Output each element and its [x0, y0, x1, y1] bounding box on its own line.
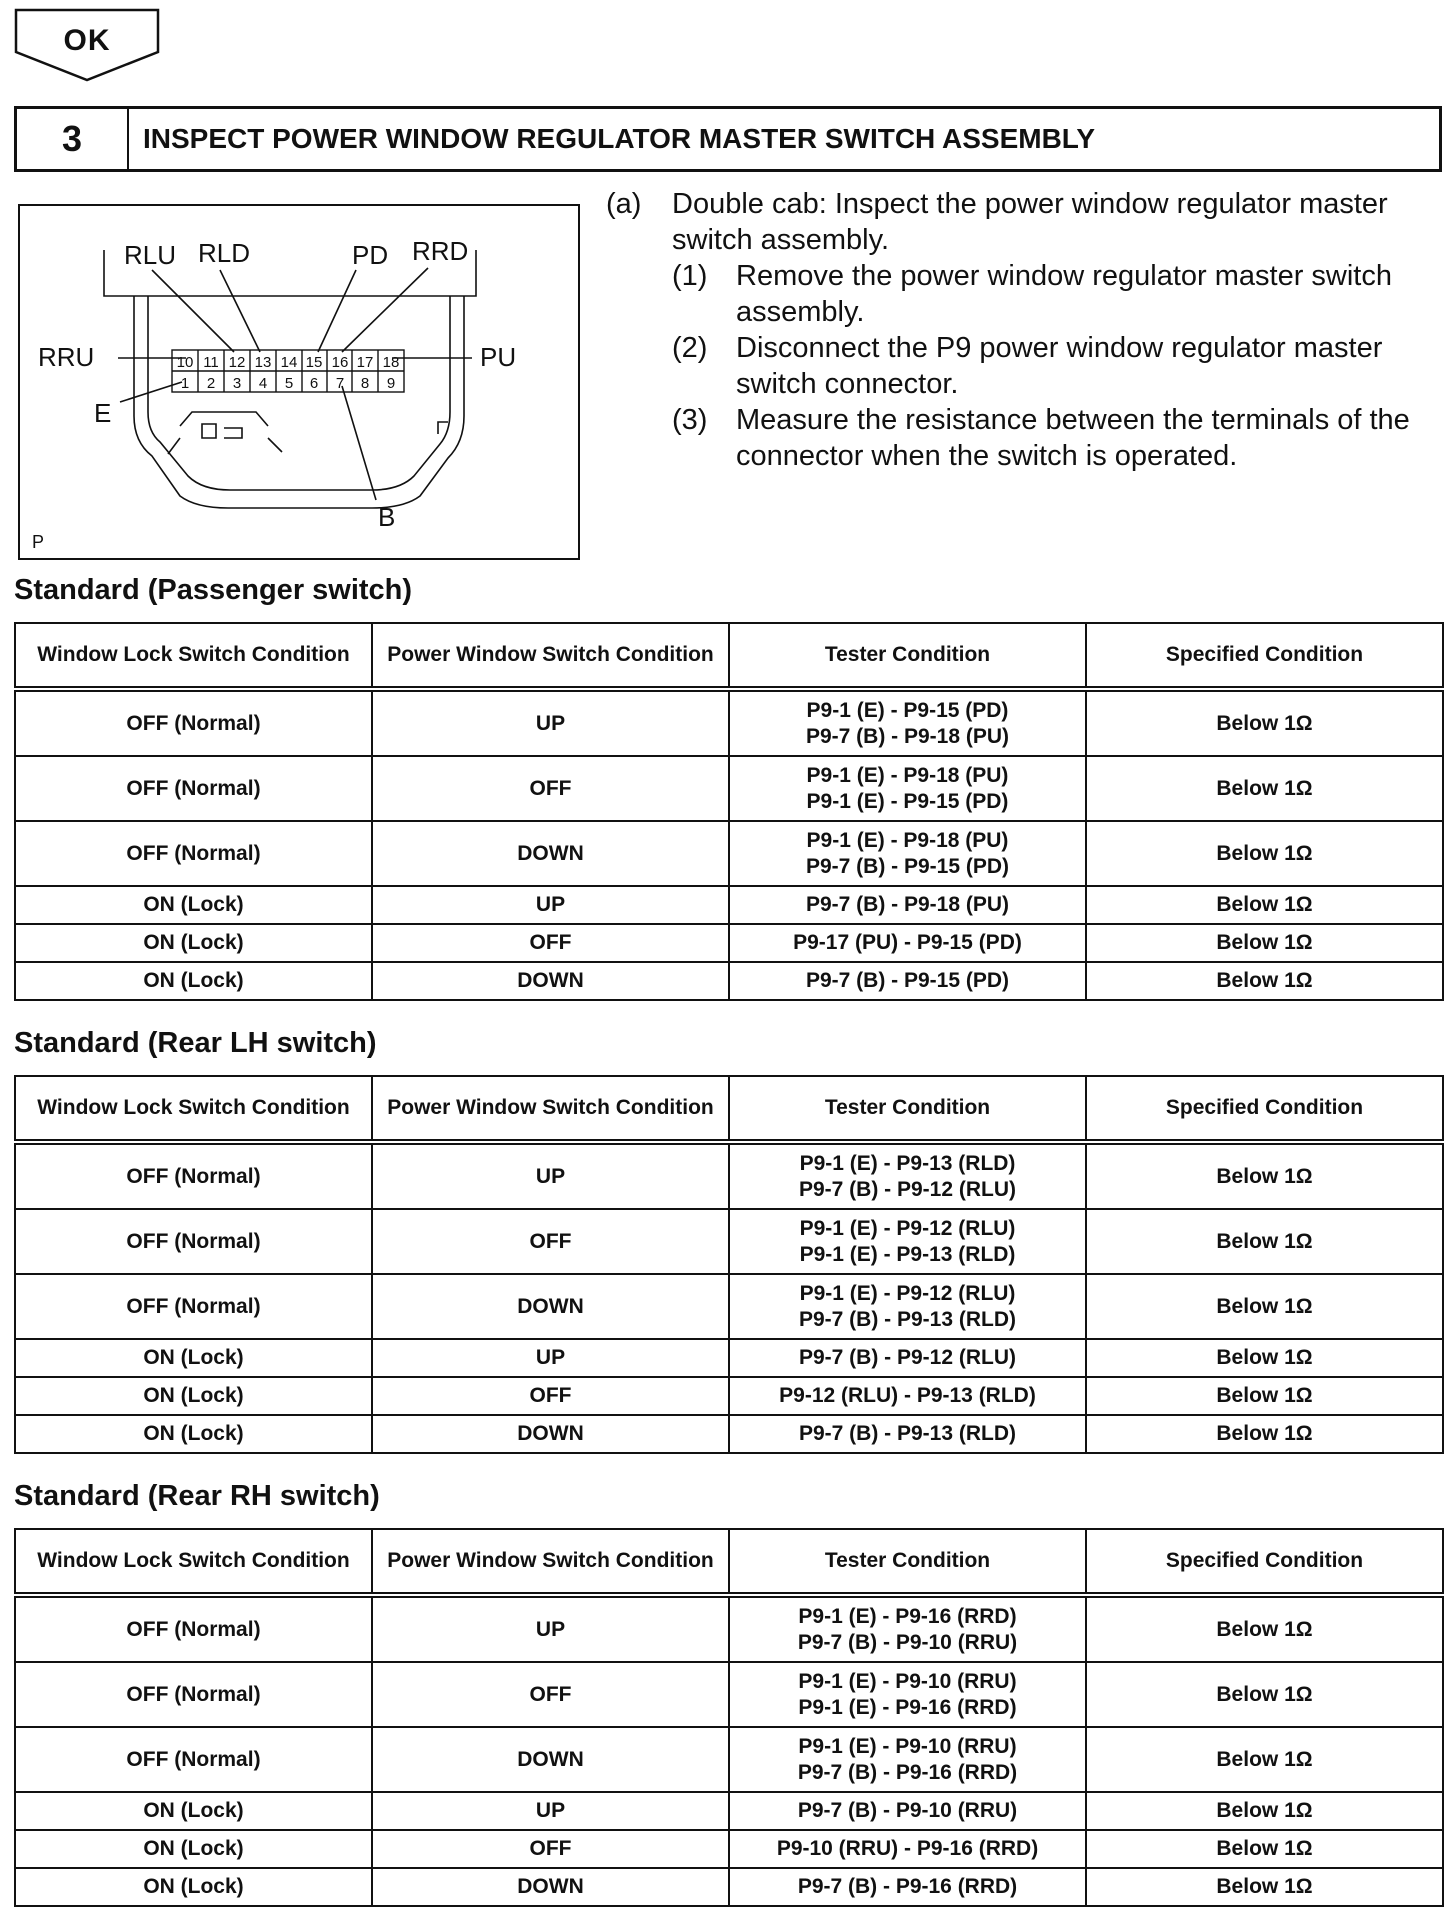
cell-lock: ON (Lock)	[15, 886, 372, 924]
label-b: B	[378, 502, 396, 532]
cell-lock: ON (Lock)	[15, 1415, 372, 1453]
cell-power-window: DOWN	[372, 1274, 729, 1339]
header-power-window: Power Window Switch Condition	[372, 1529, 729, 1595]
cell-tester: P9-17 (PU) - P9-15 (PD)	[729, 924, 1086, 962]
instruction-step-3	[606, 402, 1436, 474]
instruction-step-1	[606, 258, 1436, 330]
cell-power-window: UP	[372, 1142, 729, 1209]
cell-lock: ON (Lock)	[15, 1830, 372, 1868]
step-header	[14, 106, 1442, 172]
tester-line: P9-1 (E) - P9-13 (RLD)	[799, 1151, 1016, 1175]
cell-power-window: UP	[372, 689, 729, 756]
instruction-step-text: Remove the power window regulator master switch assembly.	[736, 260, 1392, 328]
tester-line: P9-7 (B) - P9-16 (RRD)	[797, 1760, 1018, 1784]
table-title-rear-rh: Standard (Rear RH switch)	[14, 1480, 380, 1512]
header-tester: Tester Condition	[729, 1529, 1086, 1595]
label-pu: PU	[480, 342, 517, 372]
table-row	[15, 1415, 1443, 1453]
cell-spec: Below 1Ω	[1086, 1792, 1443, 1830]
pin-17: 17	[356, 354, 374, 371]
cell-spec: Below 1Ω	[1086, 962, 1443, 1000]
table-row	[15, 1339, 1443, 1377]
cell-lock: OFF (Normal)	[15, 821, 372, 886]
spec-table-rear-lh	[14, 1075, 1444, 1454]
cell-spec: Below 1Ω	[1086, 689, 1443, 756]
cell-tester	[729, 756, 1086, 821]
cell-power-window: OFF	[372, 1662, 729, 1727]
cell-tester: P9-7 (B) - P9-10 (RRU)	[729, 1792, 1086, 1830]
pin-14: 14	[280, 354, 298, 371]
cell-spec: Below 1Ω	[1086, 924, 1443, 962]
instruction-step-2	[606, 330, 1436, 402]
header-power-window: Power Window Switch Condition	[372, 1076, 729, 1142]
instruction-step-label: (2)	[672, 332, 708, 364]
label-p: P	[32, 532, 45, 552]
tester-line: P9-1 (E) - P9-13 (RLD)	[799, 1242, 1016, 1266]
table-row	[15, 1727, 1443, 1792]
header-tester: Tester Condition	[729, 1076, 1086, 1142]
cell-spec: Below 1Ω	[1086, 821, 1443, 886]
pin-3: 3	[232, 375, 242, 392]
tester-line: P9-7 (B) - P9-12 (RLU)	[798, 1177, 1017, 1201]
cell-lock: ON (Lock)	[15, 1377, 372, 1415]
spec-table-rear-rh	[14, 1528, 1444, 1907]
tester-line: P9-1 (E) - P9-15 (PD)	[806, 789, 1009, 813]
instruction-step-label: (1)	[672, 260, 708, 292]
cell-spec: Below 1Ω	[1086, 886, 1443, 924]
cell-tester	[729, 1727, 1086, 1792]
tester-line: P9-1 (E) - P9-18 (PU)	[806, 828, 1009, 852]
cell-spec: Below 1Ω	[1086, 1595, 1443, 1662]
table-row	[15, 886, 1443, 924]
label-rrd: RRD	[412, 236, 469, 266]
cell-spec: Below 1Ω	[1086, 1662, 1443, 1727]
cell-tester	[729, 689, 1086, 756]
pin-6: 6	[309, 375, 319, 392]
header-lock: Window Lock Switch Condition	[15, 1076, 372, 1142]
cell-spec: Below 1Ω	[1086, 1868, 1443, 1906]
cell-power-window: UP	[372, 1792, 729, 1830]
table-row	[15, 1377, 1443, 1415]
cell-lock: OFF (Normal)	[15, 689, 372, 756]
tester-line: P9-1 (E) - P9-18 (PU)	[806, 763, 1009, 787]
cell-power-window: DOWN	[372, 1868, 729, 1906]
cell-spec: Below 1Ω	[1086, 1377, 1443, 1415]
instruction-a-label: (a)	[606, 188, 642, 220]
cell-tester: P9-7 (B) - P9-16 (RRD)	[729, 1868, 1086, 1906]
tester-line: P9-1 (E) - P9-15 (PD)	[806, 698, 1009, 722]
table-row	[15, 821, 1443, 886]
instruction-step-label: (3)	[672, 404, 708, 436]
pin-2: 2	[206, 375, 216, 392]
tester-line: P9-1 (E) - P9-12 (RLU)	[799, 1281, 1016, 1305]
instructions	[606, 186, 1436, 474]
table-title-rear-lh: Standard (Rear LH switch)	[14, 1027, 377, 1059]
pin-8: 8	[360, 375, 370, 392]
pin-16: 16	[331, 354, 349, 371]
cell-lock: ON (Lock)	[15, 1868, 372, 1906]
label-rru: RRU	[38, 342, 95, 372]
cell-power-window: UP	[372, 1595, 729, 1662]
cell-power-window: OFF	[372, 1209, 729, 1274]
cell-power-window: OFF	[372, 1830, 729, 1868]
header-tester: Tester Condition	[729, 623, 1086, 689]
cell-tester	[729, 1595, 1086, 1662]
pin-7: 7	[335, 375, 345, 392]
cell-lock: OFF (Normal)	[15, 1662, 372, 1727]
cell-power-window: OFF	[372, 1377, 729, 1415]
cell-spec: Below 1Ω	[1086, 1727, 1443, 1792]
table-row	[15, 1662, 1443, 1727]
cell-power-window: UP	[372, 1339, 729, 1377]
cell-power-window: DOWN	[372, 1415, 729, 1453]
pin-5: 5	[284, 375, 294, 392]
table-row	[15, 689, 1443, 756]
cell-lock: OFF (Normal)	[15, 756, 372, 821]
table-row	[15, 1209, 1443, 1274]
tester-line: P9-1 (E) - P9-12 (RLU)	[799, 1216, 1016, 1240]
step-number: 3	[17, 109, 129, 169]
ok-badge	[14, 8, 160, 82]
tester-line: P9-1 (E) - P9-10 (RRU)	[798, 1669, 1017, 1693]
cell-tester	[729, 821, 1086, 886]
pin-10: 10	[176, 354, 194, 371]
tester-line: P9-7 (B) - P9-13 (RLD)	[798, 1307, 1017, 1331]
cell-power-window: UP	[372, 886, 729, 924]
header-power-window: Power Window Switch Condition	[372, 623, 729, 689]
header-spec: Specified Condition	[1086, 1529, 1443, 1595]
cell-spec: Below 1Ω	[1086, 1415, 1443, 1453]
table-row	[15, 1142, 1443, 1209]
pin-4: 4	[258, 375, 268, 392]
tester-line: P9-1 (E) - P9-16 (RRD)	[798, 1604, 1017, 1628]
cell-tester	[729, 1662, 1086, 1727]
ok-label: OK	[63, 24, 111, 57]
tester-line: P9-1 (E) - P9-10 (RRU)	[798, 1734, 1017, 1758]
connector-figure	[18, 204, 580, 560]
table-row	[15, 1274, 1443, 1339]
label-rld: RLD	[198, 238, 251, 268]
instruction-a	[606, 186, 1436, 258]
cell-power-window: OFF	[372, 756, 729, 821]
cell-lock: ON (Lock)	[15, 924, 372, 962]
connector-diagram	[20, 206, 578, 558]
cell-tester: P9-7 (B) - P9-18 (PU)	[729, 886, 1086, 924]
label-rlu: RLU	[124, 240, 177, 270]
tester-line: P9-7 (B) - P9-15 (PD)	[805, 854, 1010, 878]
cell-lock: OFF (Normal)	[15, 1274, 372, 1339]
cell-spec: Below 1Ω	[1086, 756, 1443, 821]
tester-line: P9-7 (B) - P9-10 (RRU)	[797, 1630, 1018, 1654]
label-e: E	[94, 398, 112, 428]
cell-lock: ON (Lock)	[15, 962, 372, 1000]
cell-lock: OFF (Normal)	[15, 1209, 372, 1274]
pin-13: 13	[254, 354, 272, 371]
table-row	[15, 1792, 1443, 1830]
cell-lock: ON (Lock)	[15, 1792, 372, 1830]
table-row	[15, 756, 1443, 821]
cell-tester	[729, 1274, 1086, 1339]
cell-tester: P9-12 (RLU) - P9-13 (RLD)	[729, 1377, 1086, 1415]
cell-power-window: DOWN	[372, 1727, 729, 1792]
cell-spec: Below 1Ω	[1086, 1274, 1443, 1339]
cell-tester: P9-7 (B) - P9-13 (RLD)	[729, 1415, 1086, 1453]
instruction-a-text: Double cab: Inspect the power window regulator master switch assembly.	[672, 188, 1388, 256]
cell-tester	[729, 1142, 1086, 1209]
header-lock: Window Lock Switch Condition	[15, 1529, 372, 1595]
pin-1: 1	[180, 375, 190, 392]
cell-power-window: DOWN	[372, 962, 729, 1000]
cell-power-window: DOWN	[372, 821, 729, 886]
instruction-step-text: Measure the resistance between the terminals of the connector when the switch is operated.	[736, 404, 1410, 472]
table-row	[15, 1595, 1443, 1662]
cell-spec: Below 1Ω	[1086, 1142, 1443, 1209]
tester-line: P9-7 (B) - P9-18 (PU)	[805, 724, 1010, 748]
pin-11: 11	[203, 354, 219, 371]
cell-spec: Below 1Ω	[1086, 1339, 1443, 1377]
instruction-step-text: Disconnect the P9 power window regulator master switch connector.	[736, 332, 1383, 400]
cell-power-window: OFF	[372, 924, 729, 962]
pin-9: 9	[386, 375, 396, 392]
table-row	[15, 1830, 1443, 1868]
pin-15: 15	[305, 354, 323, 371]
cell-tester	[729, 1209, 1086, 1274]
spec-table-passenger	[14, 622, 1444, 1001]
cell-lock: OFF (Normal)	[15, 1142, 372, 1209]
table-row	[15, 924, 1443, 962]
label-pd: PD	[352, 240, 389, 270]
cell-tester: P9-7 (B) - P9-15 (PD)	[729, 962, 1086, 1000]
header-lock: Window Lock Switch Condition	[15, 623, 372, 689]
cell-spec: Below 1Ω	[1086, 1209, 1443, 1274]
header-spec: Specified Condition	[1086, 1076, 1443, 1142]
pin-12: 12	[228, 354, 246, 371]
cell-tester: P9-7 (B) - P9-12 (RLU)	[729, 1339, 1086, 1377]
header-spec: Specified Condition	[1086, 623, 1443, 689]
table-row	[15, 1868, 1443, 1906]
cell-lock: ON (Lock)	[15, 1339, 372, 1377]
cell-tester: P9-10 (RRU) - P9-16 (RRD)	[729, 1830, 1086, 1868]
pin-18: 18	[382, 354, 400, 371]
step-title: INSPECT POWER WINDOW REGULATOR MASTER SWITCH ASSEMBLY	[143, 123, 1096, 154]
cell-lock: OFF (Normal)	[15, 1595, 372, 1662]
cell-lock: OFF (Normal)	[15, 1727, 372, 1792]
tester-line: P9-1 (E) - P9-16 (RRD)	[798, 1695, 1017, 1719]
cell-spec: Below 1Ω	[1086, 1830, 1443, 1868]
table-title-passenger: Standard (Passenger switch)	[14, 574, 413, 606]
table-row	[15, 962, 1443, 1000]
